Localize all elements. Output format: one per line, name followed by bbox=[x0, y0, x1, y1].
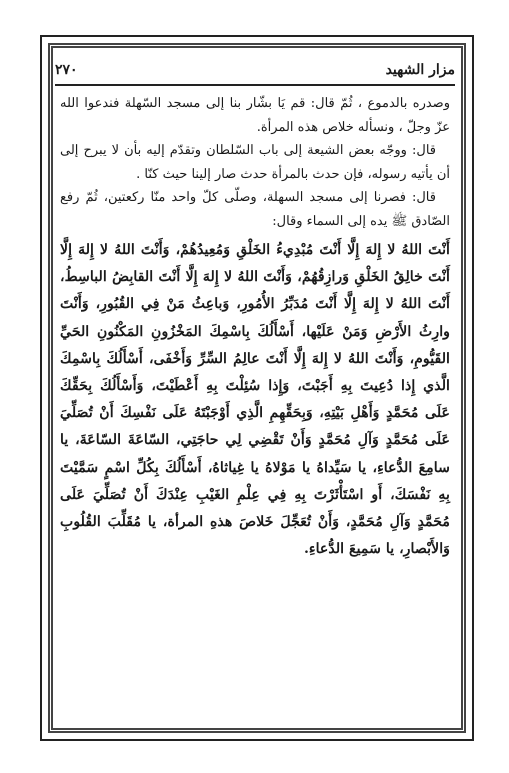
paragraph-narrative: قال: ووجّه بعض الشيعة إلى باب السّلطان وتقدّم إليه بأن لا يبرح إلى أن يأتيه رسوله، فإن حدث بالمرأة حدث صار إلينا حيث كنّا . bbox=[60, 143, 450, 182]
supplication-text: أَنْتَ اللهُ لا إِلهَ إِلَّا أَنْتَ مُبْدِيءُ الخَلْقِ وَمُعِيدُهُمْ، وَأَنْتَ اللهُ لا إِلهَ إِلَّا أَنْتَ خالِقُ الخَلْقِ وَرازِقُهُمْ، وَأَنْتَ اللهُ لا إِلهَ إِلَّا أَنْتَ القابِضُ الباسِطُ، أَنْتَ اللهُ لا إِلهَ إِلَّا أَنْتَ مُدَبِّرُ الأُمُورِ، وَباعِثُ مَنْ فِي القُبُورِ، وَأَنْتَ وارِثُ الأَرْضِ وَمَنْ عَلَيْها، أَسْأَلُكَ بِاسْمِكَ المَخْزُونِ المَكْنُونِ الحَيِّ القَيُّومِ، وَأَنْتَ اللهُ لا إِلهَ إِلَّا أَنْتَ عالِمُ السِّرِّ وَأَخْفَى، أَسْأَلُكَ بِاسْمِكَ الَّذي إِذا دُعِيتَ بِهِ أَجَبْتَ، وَإِذا سُئِلْتَ بِهِ أَعْطَيْتَ، وَأَسْأَلُكَ بِحَقِّكَ عَلَى مُحَمَّدٍ وَأَهْلِ بَيْتِهِ، وَبِحَقِّهِمِ الَّذِي أَوْجَبْتَهُ عَلَى نَفْسِكَ أَنْ تُصَلِّيَ عَلَى مُحَمَّدٍ وَآلِ مُحَمَّدٍ وَأَنْ تَقْضِي لِي حاجَتِي، السّاعَةَ السّاعَةَ، يا سامِعَ الدُّعاءِ، يا سَيِّداهُ يا مَوْلاهُ يا غِياثاهُ، أَسْأَلُكَ بِكُلِّ اسْمٍ سَمَّيْتَ بِهِ نَفْسَكَ، أَو اسْتَأْثَرْتَ بِهِ فِي عِلْمِ الغَيْبِ عِنْدَكَ أَنْ تُصَلِّيَ عَلَى مُحَمَّدٍ وَآلِ مُحَمَّدٍ، وَأَنْ تُعَجِّلَ خَلاصَ هذهِ المرأة، يا مُقَلِّبَ القُلُوبِ وَالأَبْصارِ، يا سَمِيعَ الدُّعاءِ. bbox=[60, 242, 450, 558]
paragraph-narrative: قال: فصرنا إلى مسجد السهلة، وصلّى كلّ واحد منّا ركعتين، ثُمّ رفع الصّادق ﷺ يده إلى السماء وقال: bbox=[60, 190, 450, 229]
book-title: مزار الشهيد bbox=[385, 62, 455, 78]
page-number: ٢٧٠ bbox=[55, 62, 78, 78]
header-divider bbox=[55, 84, 455, 86]
page-body bbox=[60, 92, 450, 563]
page-header bbox=[55, 58, 455, 82]
paragraph-narrative: وصدره بالدموع ، ثُمّ قال: قم يَا بشّار بنا إلى مسجد السّهلة فندعوا الله عزّ وجلّ ، ونسأله خلاص هذه المرأة. bbox=[60, 96, 450, 135]
